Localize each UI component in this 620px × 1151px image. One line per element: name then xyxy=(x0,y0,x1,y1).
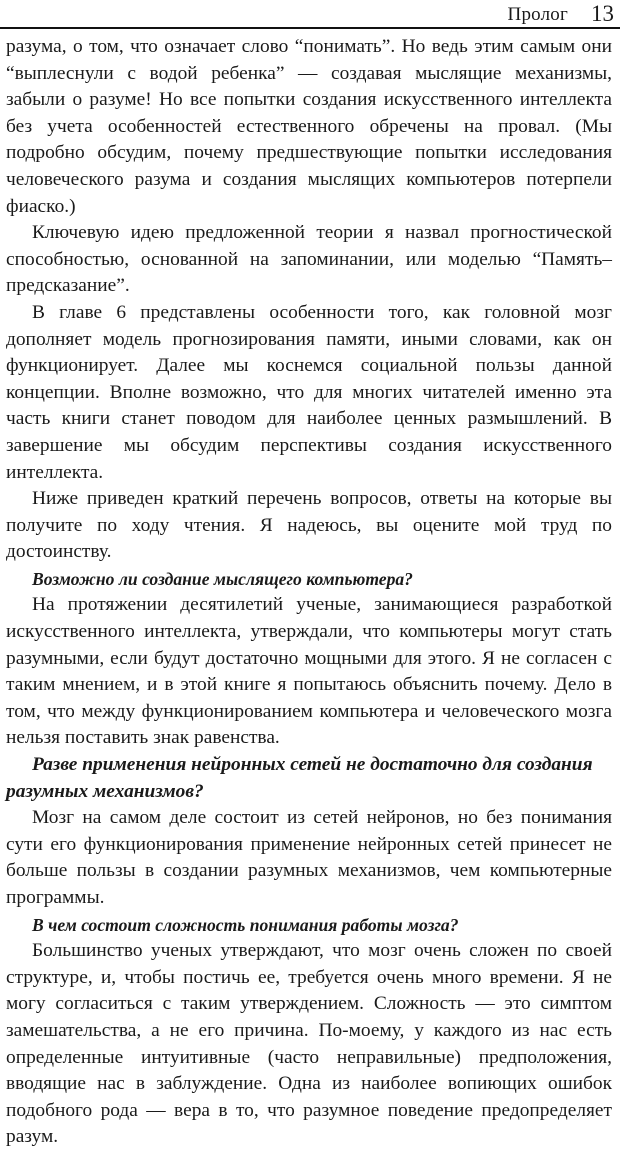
page-number: 13 xyxy=(591,1,614,26)
paragraph-key-idea: Ключевую идею предложенной теории я назвал прогностической способностью, основанной на запоминании, или моделью “Память–предсказание”. xyxy=(6,222,612,297)
paragraph-continued: разума, о том, что означает слово “понимать”. Но ведь этим самым они “выплеснули с водой ребенка” — создавая мыслящие механизмы, забыли о разуме! Но все попытки создания искусственного интеллекта без учета особенностей естественного обречены на провал. (Мы подробно обсудим, почему предшествующие попытки исследования человеческого разума и создания мыслящих компьютеров потерпели фиаско.) xyxy=(6,36,612,217)
answer-paragraph-1: На протяжении десятилетий ученые, занимающиеся разработкой искусственного интеллекта, утверждали, что компьютеры могут стать разумными, если будут достаточно мощными для этого. Я не согласен с таким мнением, и в этой книге я попытаюсь объяснить почему. Дело в том, что между функционированием компьютера и человеческого мозга нельзя поставить знак равенства. xyxy=(6,594,612,749)
running-title: Пролог xyxy=(507,4,568,25)
body-text xyxy=(6,34,612,1151)
running-header xyxy=(0,0,620,30)
paragraph-questions-intro: Ниже приведен краткий перечень вопросов, ответы на которые вы получите по ходу чтения. Я надеюсь, вы оцените мой труд по достоинству. xyxy=(6,488,612,563)
paragraph-chapter-6: В главе 6 представлены особенности того, как головной мозг дополняет модель прогнозирования памяти, иными словами, как он функционирует. Далее мы коснемся социальной пользы данной концепции. Вполне возможно, что для многих читателей именно эта часть книги станет поводом для наиболее ценных размышлений. В завершение мы обсудим перспективы создания искусственного интеллекта. xyxy=(6,301,612,483)
question-heading-3: В чем состоит сложность понимания работы мозга? xyxy=(32,914,459,935)
header-rule xyxy=(0,27,620,29)
answer-paragraph-2: Мозг на самом деле состоит из сетей нейронов, но без понимания сути его функционирования применение нейронных сетей принесет не больше пользы в создании разумных механизмов, чем компьютерные программы. xyxy=(6,807,612,908)
answer-paragraph-3: Большинство ученых утверждают, что мозг очень сложен по своей структуре, и, чтобы постичь ее, требуется очень много времени. Я не могу согласиться с таким утверждением. Сложность — это симптом замешательства, а не его причина. По-моему, у каждого из нас есть определенные интуитивные (часто неправильные) предположения, вводящие нас в заблуждение. Одна из наиболее вопиющих ошибок подобного рода — вера в то, что разумное поведение предопределяет разум. xyxy=(6,940,612,1148)
question-heading-2: Разве применения нейронных сетей не достаточно для создания разумных механизмов? xyxy=(6,754,593,802)
question-heading-1: Возможно ли создание мыслящего компьютера? xyxy=(32,568,413,589)
